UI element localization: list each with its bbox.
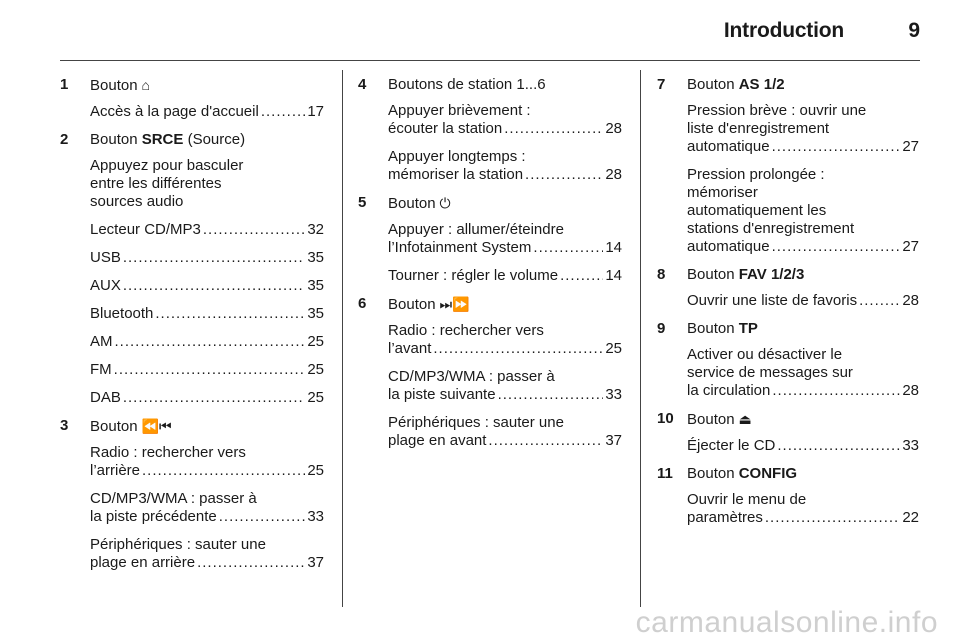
page-reference[interactable]: 25 (605, 340, 622, 357)
entry-text: Appuyer longtemps : (388, 148, 526, 165)
control-item (60, 131, 324, 407)
control-item (657, 266, 919, 310)
page-title: Introduction (723, 19, 844, 42)
page-reference[interactable]: 27 (902, 138, 919, 155)
button-name: TP (738, 320, 758, 337)
page-reference[interactable]: 33 (605, 386, 622, 403)
index-entry (90, 490, 324, 526)
index-entry (90, 277, 324, 295)
dot-leader (560, 267, 603, 285)
control-item (358, 76, 622, 184)
dot-leader (261, 103, 306, 121)
index-entry (90, 305, 324, 323)
page-reference[interactable]: 35 (307, 305, 324, 322)
page-reference[interactable]: 28 (902, 292, 919, 309)
item-number: 3 (60, 417, 69, 434)
item-number: 11 (657, 465, 673, 482)
index-entry (388, 148, 622, 184)
item-heading (687, 320, 919, 338)
entry-text: service de messages sur (687, 364, 853, 381)
page-reference[interactable]: 14 (605, 239, 622, 256)
eject-icon: ⏏ (738, 411, 752, 427)
control-item (358, 194, 622, 285)
dot-leader (772, 138, 901, 156)
column-3 (657, 76, 919, 537)
dot-leader (123, 277, 305, 295)
control-item (657, 465, 919, 527)
index-entry (388, 221, 622, 257)
control-item (657, 320, 919, 400)
page-reference[interactable]: 37 (605, 432, 622, 449)
dot-leader (115, 333, 306, 351)
item-label: Bouton (90, 77, 138, 94)
column-divider (342, 70, 343, 607)
dot-leader (123, 249, 305, 267)
item-label: Bouton (90, 131, 138, 148)
page-reference[interactable]: 25 (307, 462, 324, 479)
page-reference[interactable]: 37 (307, 554, 324, 571)
watermark: carmanualsonline.info (635, 606, 938, 639)
item-heading (388, 194, 622, 213)
page-reference[interactable]: 27 (902, 238, 919, 255)
index-entry (90, 249, 324, 267)
dot-leader (433, 340, 603, 358)
item-label: Bouton (687, 76, 735, 93)
entry-text: l’avant (388, 340, 432, 357)
item-number: 5 (358, 194, 367, 211)
entry-text: sources audio (90, 193, 184, 210)
item-number: 2 (60, 131, 69, 148)
dot-leader (197, 554, 305, 572)
item-heading (90, 76, 324, 95)
entry-text: CD/MP3/WMA : passer à (90, 490, 257, 507)
item-label: Bouton (687, 411, 735, 428)
entry-text: AUX (90, 277, 121, 294)
page-reference[interactable]: 22 (902, 509, 919, 526)
index-entry (388, 368, 622, 404)
entry-text: USB (90, 249, 121, 266)
entry-text: l’Infotainment System (388, 239, 532, 256)
dot-leader (203, 221, 305, 239)
entry-text: mémoriser la station (388, 166, 524, 183)
index-entry (90, 389, 324, 407)
index-entry (687, 166, 919, 256)
page-reference[interactable]: 28 (605, 120, 622, 137)
control-item (60, 417, 324, 572)
dot-leader (533, 239, 603, 257)
index-entry (687, 437, 919, 455)
page-reference[interactable]: 35 (307, 249, 324, 266)
item-number: 4 (358, 76, 367, 93)
index-entry (388, 414, 622, 450)
dot-leader (777, 437, 900, 455)
entry-text: Périphériques : sauter une (388, 414, 564, 431)
button-name-note: (Source) (183, 131, 246, 148)
page-header (0, 0, 960, 58)
index-entry (90, 103, 324, 121)
entry-text: Activer ou désactiver le (687, 346, 843, 363)
dot-leader (114, 361, 306, 379)
item-heading (388, 76, 622, 94)
rewind-previous-icon: ⏪⏮ (141, 418, 172, 434)
entry-text: la piste suivante (388, 386, 496, 403)
entry-text: Radio : rechercher vers (388, 322, 544, 339)
item-label: Bouton (388, 296, 436, 313)
index-entry (90, 333, 324, 351)
page-number: 9 (908, 19, 920, 42)
dot-leader (504, 120, 603, 138)
page-reference[interactable]: 35 (307, 277, 324, 294)
item-label: Bouton (687, 320, 735, 337)
page-reference[interactable]: 28 (605, 166, 622, 183)
page-reference[interactable]: 25 (307, 361, 324, 378)
button-name: FAV 1/2/3 (738, 266, 805, 283)
item-heading (687, 76, 919, 94)
entry-text: Pression prolongée : (687, 166, 825, 183)
entry-text: Appuyer : allumer/éteindre (388, 221, 564, 238)
button-name: AS 1/2 (738, 76, 785, 93)
entry-text: automatiquement les (687, 202, 827, 219)
index-entry (687, 292, 919, 310)
entry-text: entre les différentes (90, 175, 222, 192)
index-entry (90, 444, 324, 480)
column-2 (358, 76, 622, 460)
entry-text: Ouvrir une liste de favoris (687, 292, 858, 309)
item-number: 7 (657, 76, 666, 93)
entry-text: mémoriser (687, 184, 758, 201)
item-heading (90, 417, 324, 436)
page-reference[interactable]: 28 (902, 382, 919, 399)
entry-text: Accès à la page d'accueil (90, 103, 259, 120)
dot-leader (219, 508, 306, 526)
index-entry (687, 102, 919, 156)
dot-leader (772, 382, 900, 400)
entry-text: la piste précédente (90, 508, 217, 525)
dot-leader (765, 509, 900, 527)
entry-text: Appuyer brièvement : (388, 102, 531, 119)
item-label: Bouton (687, 266, 735, 283)
entry-text: stations d'enregistrement (687, 220, 855, 237)
index-entry (388, 267, 622, 285)
column-1 (60, 76, 324, 582)
entry-text: la circulation (687, 382, 771, 399)
item-number: 8 (657, 266, 666, 283)
dot-leader (525, 166, 603, 184)
item-heading (90, 131, 324, 149)
entry-text: AM (90, 333, 113, 350)
entry-text: FM (90, 361, 112, 378)
dot-leader (488, 432, 603, 450)
item-label: Boutons de station 1...6 (388, 76, 546, 93)
page-reference[interactable]: 33 (307, 508, 324, 525)
page-reference[interactable]: 33 (902, 437, 919, 454)
entry-text: Radio : rechercher vers (90, 444, 246, 461)
entry-text: DAB (90, 389, 121, 406)
button-name: SRCE (141, 131, 184, 148)
item-number: 10 (657, 410, 674, 427)
item-number: 9 (657, 320, 666, 337)
entry-text: l’arrière (90, 462, 141, 479)
control-item (657, 76, 919, 256)
page-reference[interactable]: 17 (307, 103, 324, 120)
entry-text: CD/MP3/WMA : passer à (388, 368, 555, 385)
index-entry (687, 346, 919, 400)
item-number: 1 (60, 76, 69, 93)
column-divider (640, 70, 641, 607)
dot-leader (155, 305, 305, 323)
entry-text: Pression brève : ouvrir une (687, 102, 867, 119)
page-reference[interactable]: 14 (605, 267, 622, 284)
item-number: 6 (358, 295, 367, 312)
dot-leader (142, 462, 305, 480)
page-reference[interactable]: 32 (307, 221, 324, 238)
home-icon: ⌂ (141, 77, 151, 93)
index-entry (90, 221, 324, 239)
page-reference[interactable]: 25 (307, 333, 324, 350)
next-forward-icon: ⏭⏩ (439, 296, 470, 312)
entry-text: liste d'enregistrement (687, 120, 830, 137)
entry-text: Tourner : régler le volume (388, 267, 559, 284)
entry-text: paramètres (687, 509, 763, 526)
index-entry (90, 157, 324, 211)
item-label: Bouton (90, 418, 138, 435)
index-entry (90, 361, 324, 379)
item-heading (687, 465, 919, 483)
item-heading (388, 295, 622, 314)
entry-text: Appuyez pour basculer (90, 157, 244, 174)
power-icon: ⏻ (439, 195, 451, 211)
item-label: Bouton (388, 195, 436, 212)
entry-text: Ouvrir le menu de (687, 491, 807, 508)
index-entry (388, 102, 622, 138)
control-item (60, 76, 324, 121)
entry-text: Périphériques : sauter une (90, 536, 266, 553)
page-reference[interactable]: 25 (307, 389, 324, 406)
entry-text: automatique (687, 238, 770, 255)
item-heading (687, 410, 919, 429)
entry-text: Bluetooth (90, 305, 154, 322)
dot-leader (123, 389, 305, 407)
dot-leader (859, 292, 900, 310)
dot-leader (772, 238, 901, 256)
control-item (657, 410, 919, 455)
index-entry (90, 536, 324, 572)
item-heading (687, 266, 919, 284)
entry-text: plage en avant (388, 432, 487, 449)
entry-text: écouter la station (388, 120, 503, 137)
entry-text: Lecteur CD/MP3 (90, 221, 201, 238)
index-entry (388, 322, 622, 358)
entry-text: automatique (687, 138, 770, 155)
button-name: CONFIG (738, 465, 798, 482)
header-rule (60, 60, 920, 61)
index-entry (687, 491, 919, 527)
entry-text: plage en arrière (90, 554, 196, 571)
entry-text: Éjecter le CD (687, 437, 776, 454)
item-label: Bouton (687, 465, 735, 482)
dot-leader (498, 386, 604, 404)
control-item (358, 295, 622, 450)
